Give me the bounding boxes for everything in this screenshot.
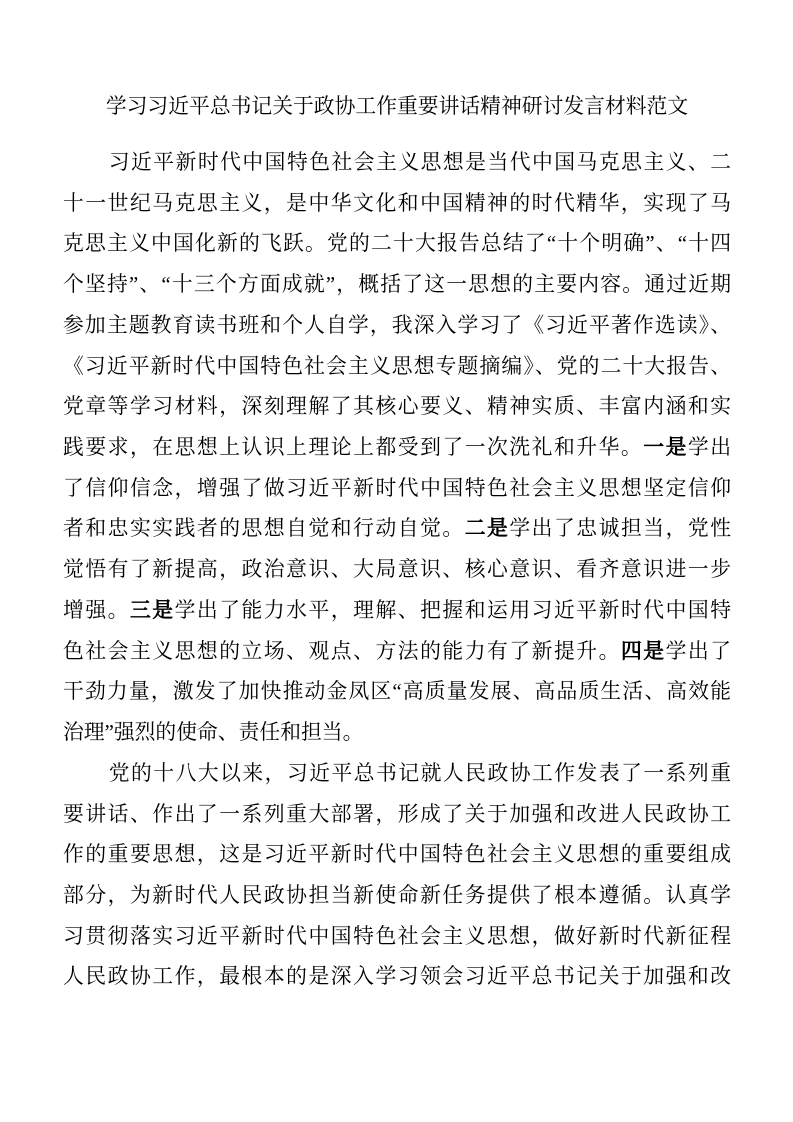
text-segment: 增强。	[63, 598, 130, 622]
document-title: 学习习近平总书记关于政协工作重要讲话精神研讨发言材料范文	[105, 95, 689, 118]
text-segment: 部分，为新时代人民政协担当新使命新任务提供了根本遵循。认真学	[63, 883, 731, 907]
body-line	[63, 306, 731, 347]
emphasis-text: 三是	[129, 598, 175, 622]
paragraph	[63, 143, 731, 754]
body-line	[63, 387, 731, 428]
text-segment: 学出了能力水平，理解、把握和运用习近平新时代中国特	[174, 598, 732, 622]
body-line	[63, 835, 731, 876]
body-line	[63, 143, 731, 184]
body-line	[63, 469, 731, 510]
body-line	[63, 713, 731, 754]
text-segment: 参加主题教育读书班和个人自学，我深入学习了《习近平著作选读》、	[63, 313, 731, 337]
body-line	[63, 591, 731, 632]
text-segment: 干劲力量，激发了加快推动金凤区“高质量发展、高品质生活、高效能	[63, 680, 731, 704]
body-line	[63, 632, 731, 673]
text-segment: 觉悟有了新提高，政治意识、大局意识、核心意识、看齐意识进一步	[63, 558, 731, 582]
text-segment: 践要求，在思想上认识上理论上都受到了一次洗礼和升华。	[63, 436, 644, 460]
text-segment: 作的重要思想，这是习近平新时代中国特色社会主义思想的重要组成	[63, 843, 731, 867]
text-segment: 《习近平新时代中国特色社会主义思想专题摘编》、党的二十大报告、	[63, 354, 731, 378]
body-line	[63, 917, 731, 958]
paragraph	[63, 754, 731, 998]
body-line	[63, 347, 731, 388]
text-segment: 十一世纪马克思主义，是中华文化和中国精神的时代精华，实现了马	[63, 191, 731, 215]
body-line	[63, 876, 731, 917]
text-segment: 了信仰信念，增强了做习近平新时代中国特色社会主义思想坚定信仰	[63, 476, 731, 500]
text-segment: 党的十八大以来，习近平总书记就人民政协工作发表了一系列重	[108, 761, 731, 785]
emphasis-text: 一是	[643, 436, 688, 460]
document-body	[63, 143, 731, 998]
text-segment: 要讲话、作出了一系列重大部署，形成了关于加强和改进人民政协工	[63, 802, 731, 826]
text-segment: 者和忠实实践者的思想自觉和行动自觉。	[63, 517, 465, 541]
emphasis-text: 四是	[620, 639, 666, 663]
text-segment: 学出	[687, 436, 732, 460]
body-line	[63, 224, 731, 265]
body-line	[63, 672, 731, 713]
text-segment: 治理”强烈的使命、责任和担当。	[63, 721, 364, 745]
body-line	[63, 795, 731, 836]
text-segment: 习贯彻落实习近平新时代中国特色社会主义思想，做好新时代新征程	[63, 924, 731, 948]
text-segment: 党章等学习材料，深刻理解了其核心要义、精神实质、丰富内涵和实	[63, 395, 731, 419]
body-line	[63, 550, 731, 591]
body-line	[63, 957, 731, 998]
body-line	[63, 428, 731, 469]
emphasis-text: 二是	[464, 517, 510, 541]
text-segment: 人民政协工作，最根本的是深入学习领会习近平总书记关于加强和改	[63, 965, 731, 989]
text-segment: 个坚持”、“十三个方面成就”，概括了这一思想的主要内容。通过近期	[63, 273, 731, 297]
text-segment: 学出了	[665, 639, 732, 663]
text-segment: 习近平新时代中国特色社会主义思想是当代中国马克思主义、二	[108, 151, 731, 174]
text-segment: 学出了忠诚担当，党性	[509, 517, 732, 541]
text-segment: 色社会主义思想的立场、观点、方法的能力有了新提升。	[63, 639, 621, 663]
body-line	[63, 754, 731, 795]
body-line	[63, 184, 731, 225]
body-line	[63, 509, 731, 550]
body-line	[63, 265, 731, 306]
text-segment: 克思主义中国化新的飞跃。党的二十大报告总结了“十个明确”、“十四	[63, 232, 731, 256]
